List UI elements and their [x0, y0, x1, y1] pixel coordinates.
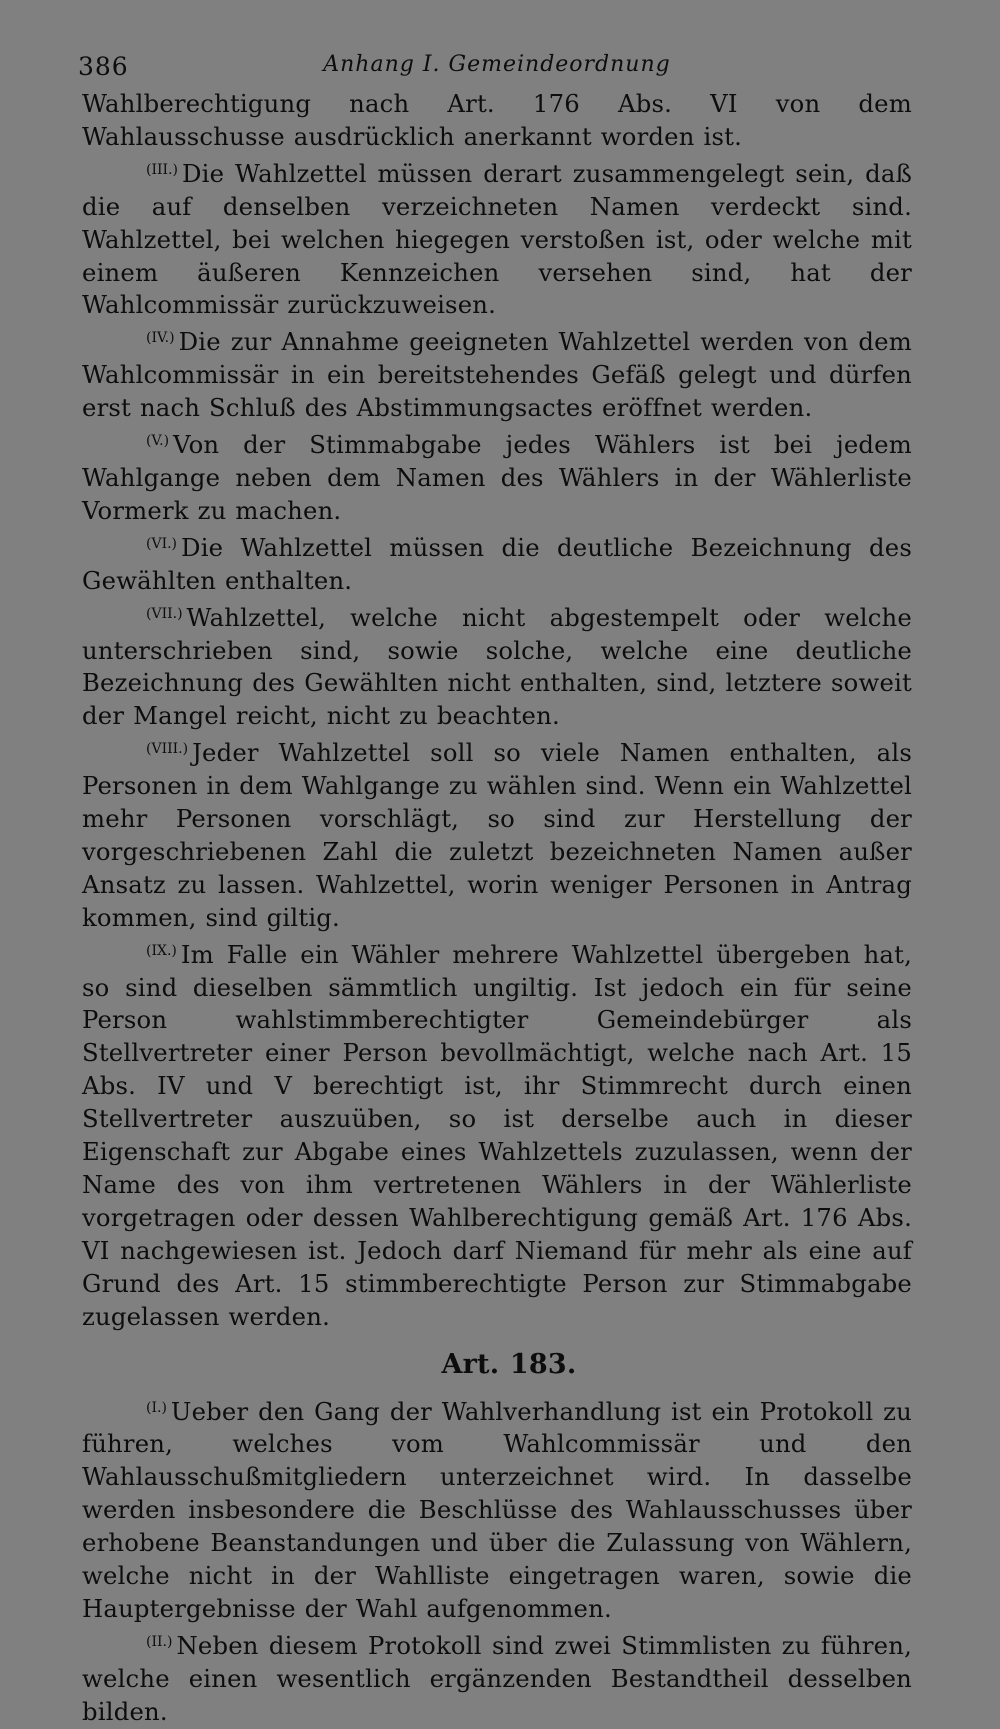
paragraph-text: Von der Stimmabgabe jedes Wählers ist bei jedem Wahlgange neben dem Namen des Wählers in der Wählerliste Vormerk zu machen. [82, 430, 912, 525]
paragraph [82, 935, 912, 1334]
paragraph-text: Ueber den Gang der Wahlverhandlung ist ein Protokoll zu führen, welches vom Wahlcommissär und den Wahlausschußmitgliedern unterzeichnet wird. In dasselbe werden insbesondere die Beschlüsse des Wahlausschusses über erhobene Beanstandungen und über die Zulassung von Wählern, welche nicht in der Wahlliste eingetragen waren, sowie die Hauptergebnisse der Wahl aufgenommen. [82, 1396, 912, 1623]
paragraph [82, 88, 912, 154]
paragraph-marker: (III.) [146, 161, 178, 178]
paragraph-marker: (V.) [146, 433, 170, 450]
page [78, 48, 912, 1729]
page-number: 386 [78, 52, 129, 81]
paragraph [82, 1626, 912, 1729]
article-heading: Art. 183. [441, 1348, 577, 1380]
paragraph [82, 598, 912, 734]
paragraph-text: Die Wahlzettel müssen derart zusammengelegt sein, daß die auf denselben verzeichneten Namen verdeckt sind. Wahlzettel, bei welchen hiegegen verstoßen ist, oder welche mit einem äußeren Kennzeichen versehen sind, hat der Wahlcommissär zurückzuweisen. [82, 158, 912, 320]
running-head: Anhang I. Gemeindeordnung [323, 52, 671, 77]
paragraph-text: Wahlberechtigung nach Art. 176 Abs. VI von dem Wahlausschusse ausdrücklich anerkannt worden ist. [82, 89, 912, 151]
paragraph [82, 528, 912, 598]
paragraph [82, 154, 912, 323]
paragraph [82, 322, 912, 425]
paragraph-text: Die zur Annahme geeigneten Wahlzettel werden von dem Wahlcommissär in ein bereitstehendes Gefäß gelegt und dürfen erst nach Schluß des Abstimmungsactes eröffnet werden. [82, 327, 912, 423]
paragraph [82, 733, 912, 934]
paragraph [82, 425, 912, 528]
paragraph-marker: (VIII.) [146, 741, 189, 758]
paragraph-text: Im Falle ein Wähler mehrere Wahlzettel übergeben hat, so sind dieselben sämmtlich ungiltig. Ist jedoch ein für seine Person wahlstimmberechtigter Gemeindebürger als Stellvertreter einer Person bevollmächtigt, welche nach Art. 15 Abs. IV und V berechtigt ist, ihr Stimmrecht durch einen Stellvertreter auszuüben, so ist derselbe auch in dieser Eigenschaft zur Abgabe eines Wahlzettels zuzulassen, wenn der Name des von ihm vertretenen Wählers in der Wählerliste vorgetragen oder dessen Wahlberechtigung gemäß Art. 176 Abs. VI nachgewiesen ist. Jedoch darf Niemand für mehr als eine auf Grund des Art. 15 stimmberechtigte Person zur Stimmabgabe zugelassen werden. [82, 939, 912, 1331]
paragraph-marker: (VII.) [146, 605, 183, 622]
paragraph-text: Die Wahlzettel müssen die deutliche Bezeichnung des Gewählten enthalten. [82, 532, 912, 595]
body-text [82, 88, 912, 1729]
page-header [78, 48, 912, 88]
paragraph [82, 1392, 912, 1626]
paragraph-marker: (IX.) [146, 942, 177, 959]
paragraph-marker: (II.) [146, 1633, 173, 1650]
paragraph-text: Jeder Wahlzettel soll so viele Namen enthalten, als Personen in dem Wahlgange zu wählen sind. Wenn ein Wahlzettel mehr Personen vorschlägt, so sind zur Herstellung der vorgeschriebenen Zahl die zuletzt bezeichneten Namen außer Ansatz zu lassen. Wahlzettel, worin weniger Personen in Antrag kommen, sind giltig. [82, 738, 912, 932]
paragraph-marker: (I.) [146, 1399, 167, 1416]
paragraph-marker: (IV.) [146, 330, 175, 347]
paragraph-text: Neben diesem Protokoll sind zwei Stimmlisten zu führen, welche einen wesentlich ergänzenden Bestandtheil desselben bilden. [82, 1630, 912, 1726]
paragraph-text: Wahlzettel, welche nicht abgestempelt oder welche unterschrieben sind, sowie solche, welche eine deutliche Bezeichnung des Gewählten nicht enthalten, sind, letztere soweit der Mangel reicht, nicht zu beachten. [82, 602, 912, 731]
paragraph-marker: (VI.) [146, 535, 178, 552]
